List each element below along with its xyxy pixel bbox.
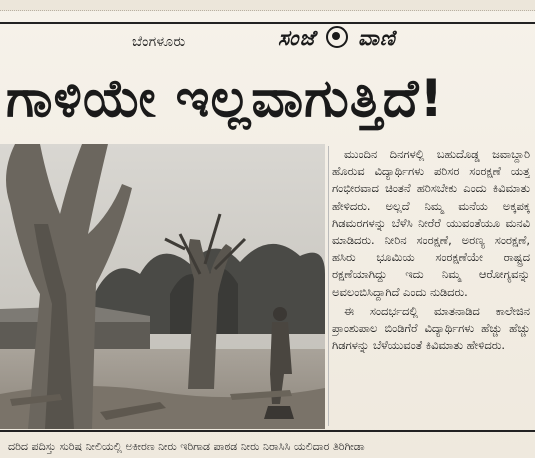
bottom-cut-text: ದರಿದ ಪದಿಸ್ತು ಸುರಿಷ ನೀಲಿಯಲ್ಲಿ ಅಕೀರಣ ನೀರು ಇರಿಗಾಡ ಪಾಠಡ ನೀರು ನಿರಾಸಿಸಿ ಯಲಿದಾರ ತಿರಿಗೀಡಾ: [8, 440, 365, 453]
article-photo: [0, 144, 325, 429]
headline: ಗಾಳಿಯೇ ಇಲ್ಲವಾಗುತ್ತಿದೆ!: [6, 69, 445, 129]
dateline: ಬೆಂಗಳೂರು: [132, 34, 186, 50]
newspaper-name-left: ಸಂಜೆ: [278, 26, 316, 50]
article-paragraph-2: ಈ ಸಂದರ್ಭದಲ್ಲಿ ಮಾತನಾಡಿದ ಕಾಲೇಜಿನ ಪ್ರಾಂಶುಪಾಲ ಬಿಂಡಿಗೆರೆ ವಿದ್ಯಾರ್ಥಿಗಳು ಹೆಚ್ಚು ಹೆಚ್ಚು ಗಿಡಗಳನ್ನು ಬೆಳೆಯುವಂತೆ ಕಿವಿಮಾತು ಹೇಳಿದರು.: [332, 303, 530, 353]
article-body: [332, 146, 530, 424]
masthead: [0, 24, 535, 60]
felled-trees-photo: [0, 144, 325, 429]
article-paragraph-1: ಮುಂದಿನ ದಿನಗಳಲ್ಲಿ ಬಹುದೊಡ್ಡ ಜವಾಬ್ದಾರಿ ಹೊರುವ ವಿದ್ಯಾರ್ಥಿಗಳು ಪರಿಸರ ಸಂರಕ್ಷಣೆ ಯತ್ತ ಗಂಭೀರವಾದ ಚಿಂತನೆ ಹರಿಸಬೇಕು ಎಂದು ಕಿವಿಮಾತು ಹೇಳಿದರು. ಅಲ್ಲದೆ ನಿಮ್ಮ ಮನೆಯ ಅಕ್ಕಪಕ್ಕ ಗಿಡಮರಗಳನ್ನು ಬೆಳೆಸಿ ನೀರೆರೆ ಯುವಂತೆಯೂ ಮನವಿ ಮಾಡಿದರು. ನೀರಿನ ಸಂರಕ್ಷಣೆ, ಅರಣ್ಯ ಸಂರಕ್ಷಣೆ, ಹಸಿರು ಭೂಮಿಯ ಸಂರಕ್ಷಣೆಯೇ ರಾಷ್ಟ್ರದ ರಕ್ಷಣೆಯಾಗಿದ್ದು ಇದು ನಿಮ್ಮ ಆರೋಗ್ಯವನ್ನು ಅವಲಂಬಿಸಿದ್ದಾಗಿದೆ ಎಂದು ನುಡಿದರು.: [332, 147, 530, 299]
newspaper-name: [278, 26, 396, 51]
bottom-divider: [0, 430, 535, 432]
column-divider: [328, 146, 329, 426]
newspaper-name-right: ವಾಣಿ: [358, 26, 396, 50]
sun-face-logo-icon: [326, 26, 348, 48]
top-torn-edge: [0, 0, 535, 11]
